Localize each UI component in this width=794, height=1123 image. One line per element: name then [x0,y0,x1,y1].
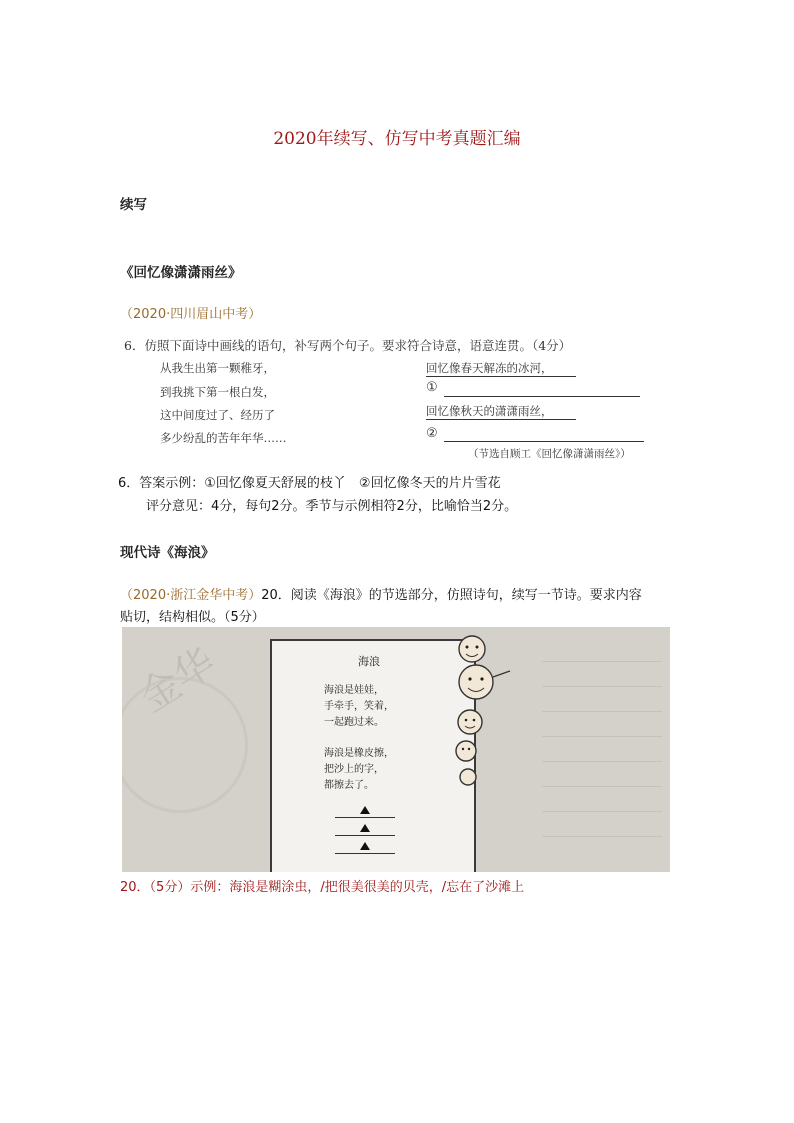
triangle-icon [360,824,370,832]
answer-blank-2 [444,441,644,442]
blank-line [335,835,395,836]
subheading-poem-1: 《回忆像潇潇雨丝》 [120,265,242,281]
poem-frame [270,639,476,872]
question-6-stem: 6．仿照下面诗中画线的语句，补写两个句子。要求符合诗意，语意连贯。（4分） [124,338,572,353]
watermark-stamp: 金华 [131,639,224,722]
poem-left-line: 这中间度过了、经历了 [160,408,275,422]
poem-line: 都擦去了。 [324,780,374,791]
answer-20: 20．（5分）示例：海浪是糊涂虫，/把很美很美的贝壳，/忘在了沙滩上 [120,880,525,895]
source-label-1: （2020·四川眉山中考） [120,307,262,322]
poem-source-note: （节选自顾工《回忆像潇潇雨丝》） [468,448,631,460]
blank-line [335,817,395,818]
watermark-seal [122,677,248,813]
blank-2-marker: ② [426,426,438,441]
triangle-icon [360,806,370,814]
underline [426,419,576,420]
poem-line: 一起跑过来。 [324,717,384,728]
question-20-line-1 [120,584,642,603]
poem-right-line: 回忆像秋天的潇潇雨丝， [426,404,553,418]
subheading-poem-2: 现代诗《海浪》 [120,545,215,561]
cartoon-kids-illustration [450,627,520,797]
poem-left-line: 多少纷乱的苦年年华…… [160,431,287,445]
source-label-2: （2020·浙江金华中考） [120,588,262,603]
question-20-stem: 20．阅读《海浪》的节选部分，仿照诗句，续写一节诗。要求内容 [261,588,642,603]
poem-line: 把沙上的字， [324,764,384,775]
page-title: 2020年续写、仿写中考真题汇编 [273,129,521,149]
poem-line: 海浪是橡皮擦， [324,748,394,759]
faded-background-text [542,647,662,867]
answer-6: 6．答案示例：①回忆像夏天舒展的枝丫 ②回忆像冬天的片片雪花 [118,476,501,491]
poem-right-line: 回忆像春天解冻的冰河， [426,361,553,375]
poem-left-line: 从我生出第一颗稚牙， [160,361,275,375]
question-6-scan [118,330,678,460]
blank-1-marker: ① [426,380,438,395]
poem-line: 海浪是娃娃， [324,685,384,696]
question-20-line-2: 贴切，结构相似。（5分） [120,610,265,625]
section-heading-continue-writing: 续写 [120,197,147,213]
poem-title: 海浪 [358,655,380,668]
underline [426,376,576,377]
answer-blank-1 [444,396,640,397]
poem-left-line: 到我挑下第一根白发， [160,385,275,399]
poem-photo [122,627,670,872]
scoring-note-6: 评分意见：4分，每句2分。季节与示例相符2分，比喻恰当2分。 [146,499,518,514]
poem-line: 手牵手，笑着， [324,701,394,712]
triangle-icon [360,842,370,850]
blank-line [335,853,395,854]
